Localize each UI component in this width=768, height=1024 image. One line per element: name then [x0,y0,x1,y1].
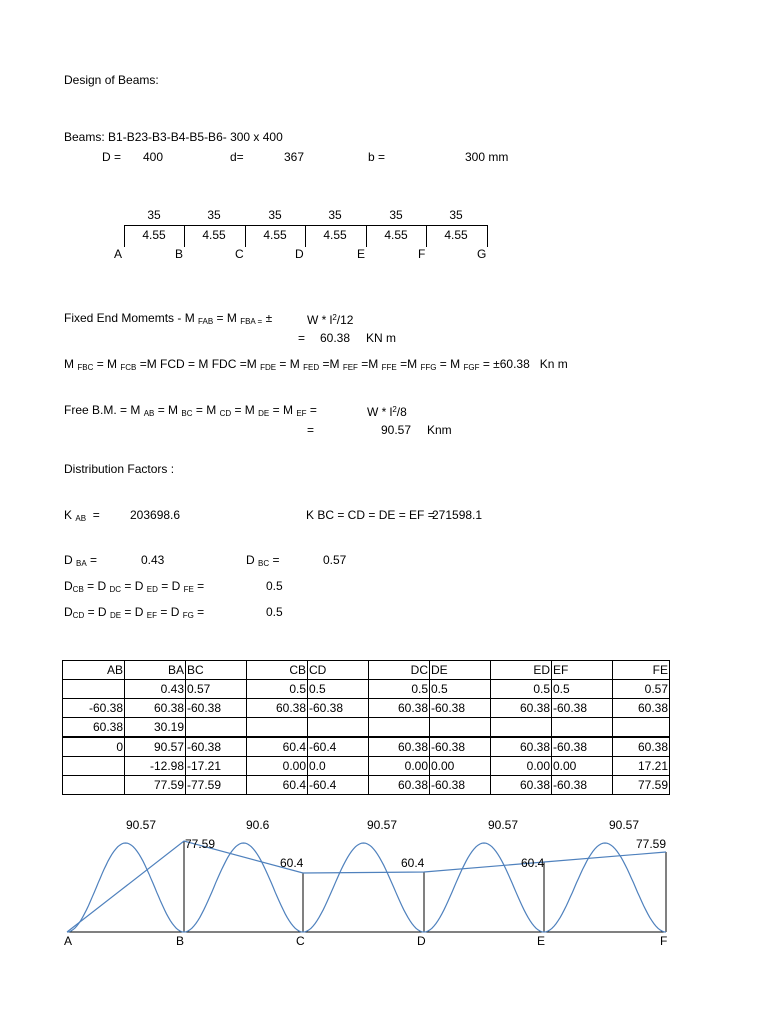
table-cell: -60.38 [186,737,247,757]
support-label-e: E [357,247,366,261]
d-overall-label: D = [102,150,122,164]
table-cell: 0.5 [369,680,430,699]
span-load: 35 [147,208,161,222]
bmd-support-label: E [537,934,546,948]
fem-value: 60.38 [320,331,351,345]
table-cell [491,718,552,738]
span-load: 35 [449,208,463,222]
span-load: 35 [268,208,282,222]
table-cell: 60.38 [491,776,552,795]
span-load: 35 [207,208,221,222]
table-cell [613,718,670,738]
free-bm-definition: Free B.M. = M $_{AB}$ = M $_{BC}$ = M $_{CD}$ = M $_{DE}$ = M $_{EF}$ = [64,403,317,418]
table-cell [552,718,613,738]
df-bc-label: D $_{BC}$ = [246,553,280,568]
table-cell: -17.21 [186,757,247,776]
table-cell: -60.38 [63,699,125,718]
span-diagram [114,205,488,265]
table-cell: 60.38 [369,737,430,757]
df-row2-label: $D_{CB} = D$ $_{DC}$ = D $_{ED}$ = D $_{FE}$ = [64,579,205,594]
fem-all-spans: M $_{FBC}$ = M $_{FCB}$ =M FCD = M FDC =M $_{FDE}$ = M $_{FED}$ =M $_{FEF}$ =M $_{FFE}$ =M $_{FFG}$ = M $_{FGF}$ = ±60.38 Kn m [64,357,568,372]
table-cell: 0.43 [125,680,186,699]
free-bm-formula: W * $l^2/8$ [367,405,407,419]
table-cell [369,718,430,738]
table-cell: DE [430,661,491,680]
table-row [63,718,670,738]
fem-equals: = [298,331,306,345]
b-width-label: b = [368,150,386,164]
free-bm-label: 90.6 [246,818,270,832]
fem-unit: KN m [366,331,396,345]
bmd-support-label: B [176,934,185,948]
df-bc-value: 0.57 [323,553,347,567]
table-cell [63,776,125,795]
distribution-heading: Distribution Factors : [64,462,175,476]
table-cell: -60.38 [552,699,613,718]
table-cell: -60.38 [430,699,491,718]
span-length: 4.55 [444,228,468,242]
span-length: 4.55 [263,228,287,242]
d-effective-value: 367 [284,150,305,164]
table-cell: -60.4 [308,776,369,795]
table-cell: 60.38 [247,699,308,718]
table-cell: 0.57 [613,680,670,699]
table-cell: 0 [63,737,125,757]
table-cell: -12.98 [125,757,186,776]
table-cell: 60.4 [247,737,308,757]
table-cell: 17.21 [613,757,670,776]
k-bc-label: K BC = CD = DE = EF = [306,508,435,522]
table-cell: 0.0 [308,757,369,776]
table-row [63,699,670,718]
span-length: 4.55 [202,228,226,242]
table-cell: 0.5 [430,680,491,699]
table-cell: 60.38 [613,699,670,718]
table-cell: -60.38 [430,737,491,757]
table-cell: -60.38 [430,776,491,795]
span-load: 35 [328,208,342,222]
table-cell: 90.57 [125,737,186,757]
table-cell: -60.38 [308,699,369,718]
df-row2-value: 0.5 [266,579,283,593]
table-cell: -60.38 [552,776,613,795]
support-label-d: D [295,247,304,261]
table-cell: 60.38 [63,718,125,738]
df-row3-label: $D_{CD} = D$ $_{DE}$ = D $_{EF}$ = D $_{FG}$ = [64,605,205,620]
support-moment-label: 60.4 [280,856,304,870]
table-cell: 60.38 [125,699,186,718]
table-cell: -60.4 [308,737,369,757]
table-row [63,661,670,680]
table-cell: 0.00 [491,757,552,776]
table-row [63,737,670,757]
table-cell: 0.00 [247,757,308,776]
table-cell: 60.4 [247,776,308,795]
free-bm-label: 90.57 [488,818,519,832]
fem-definition: Fixed End Momemts - M $_{FAB}$ = M $_{FBA =}$ ± [64,311,273,326]
support-moment-label: 60.4 [401,856,425,870]
support-moment-label: 77.59 [185,837,216,851]
table-cell: 0.5 [491,680,552,699]
fem-formula: W * $l^2/12$ [307,313,354,327]
support-moment-line [67,841,666,932]
k-ab-value: 203698.6 [130,508,181,522]
df-ba-label: D $_{BA}$ = [64,553,98,568]
support-label-g: G [477,247,487,261]
table-row [63,757,670,776]
support-moment-label: 77.59 [636,837,667,851]
support-label-f: F [418,247,426,261]
b-width-value: 300 mm [465,150,509,164]
table-cell [186,718,247,738]
table-cell: BC [186,661,247,680]
table-cell [308,718,369,738]
free-bm-label: 90.57 [609,818,640,832]
bmd-support-label: A [64,934,73,948]
table-cell: 60.38 [369,776,430,795]
table-cell: -60.38 [186,699,247,718]
table-cell: 0.00 [430,757,491,776]
table-cell: EF [552,661,613,680]
df-row3-value: 0.5 [266,605,283,619]
support-label-c: C [235,247,244,261]
span-length: 4.55 [323,228,347,242]
table-row [63,776,670,795]
span-divider [487,225,488,247]
span-length: 4.55 [142,228,166,242]
table-cell: 60.38 [613,737,670,757]
beam-line [124,225,488,226]
d-effective-label: d= [230,150,244,164]
table-cell: 0.57 [186,680,247,699]
table-cell: CD [308,661,369,680]
table-cell: 60.38 [369,699,430,718]
free-bm-equals: = [307,423,315,437]
free-bm-unit: Knm [427,423,452,437]
beams-title: Beams: B1-B23-B3-B4-B5-B6- 300 x 400 [64,130,283,144]
table-cell [247,718,308,738]
table-cell: 60.38 [491,737,552,757]
table-cell: 77.59 [613,776,670,795]
bmd-support-label: C [296,934,305,948]
k-ab-label: K $_{AB}$ = [64,508,100,523]
table-cell: 0.00 [369,757,430,776]
table-cell [63,680,125,699]
span-load: 35 [389,208,403,222]
table-cell: -60.38 [552,737,613,757]
table-cell: 0.5 [308,680,369,699]
support-label-b: B [175,247,184,261]
table-cell [63,757,125,776]
table-cell: BA [125,661,186,680]
k-bc-value: 271598.1 [432,508,483,522]
table-cell [430,718,491,738]
free-bm-label: 90.57 [126,818,157,832]
bmd-support-label: F [660,934,668,948]
table-cell: 0.00 [552,757,613,776]
free-bm-value: 90.57 [381,423,412,437]
table-cell: ED [491,661,552,680]
table-cell: 0.5 [247,680,308,699]
table-cell: 60.38 [491,699,552,718]
free-bm-curve [544,843,666,932]
moment-distribution-table [62,660,670,795]
support-moment-label: 60.4 [521,856,545,870]
table-cell: DC [369,661,430,680]
df-ba-value: 0.43 [141,553,165,567]
table-cell: FE [613,661,670,680]
table-row [63,680,670,699]
bmd-support-label: D [417,934,426,948]
table-cell: AB [63,661,125,680]
page-heading: Design of Beams: [64,73,159,87]
table-cell: 77.59 [125,776,186,795]
support-label-a: A [114,247,123,261]
table-cell: 30.19 [125,718,186,738]
table-cell: CB [247,661,308,680]
free-bm-label: 90.57 [367,818,398,832]
d-overall-value: 400 [143,150,164,164]
table-cell: -77.59 [186,776,247,795]
table-cell: 0.5 [552,680,613,699]
span-length: 4.55 [384,228,408,242]
